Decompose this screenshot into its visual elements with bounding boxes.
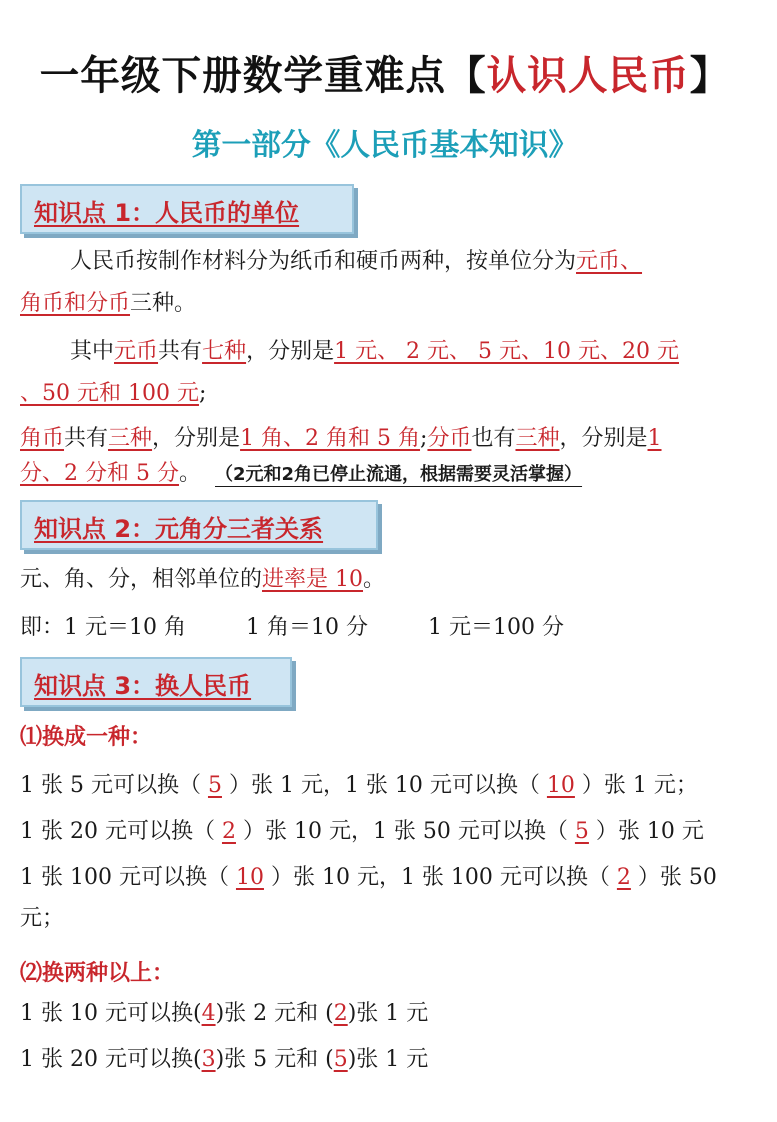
kp3-r1-answer-2: 10 bbox=[546, 773, 575, 798]
kp3-r4-answer-2: 2 bbox=[333, 1001, 348, 1026]
kp2-l1b: 进率是 10 bbox=[262, 567, 364, 592]
kp1-l3e: ，分别是 bbox=[246, 339, 335, 364]
kp2-header-box bbox=[20, 500, 378, 550]
section-subtitle: 第一部分《人民币基本知识》 bbox=[191, 128, 579, 163]
kp1-header: 知识点 1：人民币的单位 bbox=[34, 199, 300, 227]
kp1-line-2 bbox=[20, 290, 196, 318]
kp1-l2a: 角币和分币 bbox=[20, 291, 131, 316]
kp1-l5k: 1 bbox=[647, 426, 662, 451]
kp3-r5-answer-2: 5 bbox=[333, 1047, 348, 1072]
kp1-line-5 bbox=[20, 425, 662, 453]
kp3-r1-c: ）张 1 元； bbox=[574, 773, 698, 798]
kp1-l1a: 人民币按制作材料分为纸币和硬币两种，按单位分为 bbox=[70, 249, 577, 274]
kp1-line-4 bbox=[20, 380, 206, 408]
kp3-r2-answer-1: 2 bbox=[221, 819, 236, 844]
kp1-l4b: ; bbox=[198, 381, 207, 406]
kp1-l5g: 分币 bbox=[427, 426, 472, 451]
kp2-header: 知识点 2：元角分三者关系 bbox=[34, 515, 324, 543]
kp1-l5b: 共有 bbox=[64, 426, 109, 451]
kp1-l3f: 1 元、 2 元、 5 元、10 元、20 元 bbox=[334, 339, 680, 364]
kp3-r3-a: 1 张 100 元可以换（ bbox=[20, 865, 236, 890]
kp1-line-3 bbox=[70, 338, 679, 366]
kp1-l3c: 共有 bbox=[158, 339, 203, 364]
kp3-row-1 bbox=[20, 772, 698, 800]
title-highlight: 认识人民币 bbox=[486, 53, 690, 99]
kp3-r4-c: )张 1 元 bbox=[347, 1001, 429, 1026]
kp3-r4-answer-1: 4 bbox=[201, 1001, 216, 1026]
kp3-r3-answer-2: 2 bbox=[616, 865, 631, 890]
kp3-r2-answer-2: 5 bbox=[574, 819, 589, 844]
kp2-l1a: 元、角、分，相邻单位的 bbox=[20, 567, 263, 592]
kp1-l5h: 也有 bbox=[471, 426, 516, 451]
kp1-l3a: 其中 bbox=[70, 339, 115, 364]
kp3-row-3-tail: 元； bbox=[20, 906, 65, 931]
kp1-note: （2元和2角已停止流通，根据需要灵活掌握） bbox=[215, 464, 583, 485]
kp3-row-5 bbox=[20, 1046, 428, 1074]
kp1-l5i: 三种 bbox=[515, 426, 560, 451]
kp1-l5c: 三种 bbox=[108, 426, 153, 451]
title-suffix: 】 bbox=[689, 53, 731, 99]
kp1-line-6 bbox=[20, 460, 582, 489]
kp1-l4a: 、50 元和 100 元 bbox=[20, 381, 199, 406]
kp2-l2a: 即：1 元＝10 角 bbox=[20, 615, 186, 640]
kp3-r2-a: 1 张 20 元可以换（ bbox=[20, 819, 222, 844]
kp1-l6b: 。 bbox=[178, 461, 201, 486]
kp3-row-4 bbox=[20, 1000, 428, 1028]
kp3-header-box bbox=[20, 657, 292, 707]
kp3-r5-answer-1: 3 bbox=[201, 1047, 216, 1072]
kp1-l3d: 七种 bbox=[202, 339, 247, 364]
kp2-l1c: 。 bbox=[363, 567, 386, 592]
kp2-line-2 bbox=[20, 614, 564, 642]
kp3-r5-b: )张 5 元和 ( bbox=[215, 1047, 334, 1072]
kp1-l5d: ，分别是 bbox=[152, 426, 241, 451]
kp3-sub2: ⑵换两种以上： bbox=[20, 960, 175, 986]
kp1-l5e: 1 角、2 角和 5 角 bbox=[240, 426, 421, 451]
kp2-l2b: 1 角＝10 分 bbox=[245, 615, 368, 640]
kp1-l6a: 分、2 分和 5 分 bbox=[20, 461, 179, 486]
kp3-r1-answer-1: 5 bbox=[207, 773, 222, 798]
kp2-l2c: 1 元＝100 分 bbox=[427, 615, 564, 640]
kp1-l3b: 元币 bbox=[114, 339, 159, 364]
page-title bbox=[0, 44, 770, 101]
kp3-r4-a: 1 张 10 元可以换( bbox=[20, 1001, 202, 1026]
kp2-line-1 bbox=[20, 566, 385, 594]
kp3-row-3 bbox=[20, 864, 717, 892]
kp3-r4-b: )张 2 元和 ( bbox=[215, 1001, 334, 1026]
kp3-r5-c: )张 1 元 bbox=[347, 1047, 429, 1072]
kp3-r2-b: ）张 10 元，1 张 50 元可以换（ bbox=[235, 819, 575, 844]
kp1-header-box bbox=[20, 184, 354, 234]
kp3-r3-answer-1: 10 bbox=[235, 865, 264, 890]
kp1-line-1 bbox=[70, 248, 642, 276]
kp1-l5j: ，分别是 bbox=[559, 426, 648, 451]
kp3-header: 知识点 3：换人民币 bbox=[34, 672, 252, 700]
kp1-l5a: 角币 bbox=[20, 426, 65, 451]
kp1-l2b: 三种。 bbox=[130, 291, 197, 316]
kp3-sub1: ⑴换成一种： bbox=[20, 724, 153, 750]
kp3-r3-b: ）张 10 元，1 张 100 元可以换（ bbox=[263, 865, 617, 890]
kp1-l1b: 元币、 bbox=[576, 249, 643, 274]
kp3-r5-a: 1 张 20 元可以换( bbox=[20, 1047, 202, 1072]
kp3-r3-c: ）张 50 bbox=[630, 865, 717, 890]
kp3-r2-c: ）张 10 元 bbox=[588, 819, 704, 844]
kp3-row-2 bbox=[20, 818, 704, 846]
title-prefix: 一年级下册数学重难点【 bbox=[39, 53, 487, 99]
kp1-l5f: ; bbox=[420, 426, 428, 451]
kp3-r1-b: ）张 1 元，1 张 10 元可以换（ bbox=[221, 773, 547, 798]
kp3-r1-a: 1 张 5 元可以换（ bbox=[20, 773, 208, 798]
